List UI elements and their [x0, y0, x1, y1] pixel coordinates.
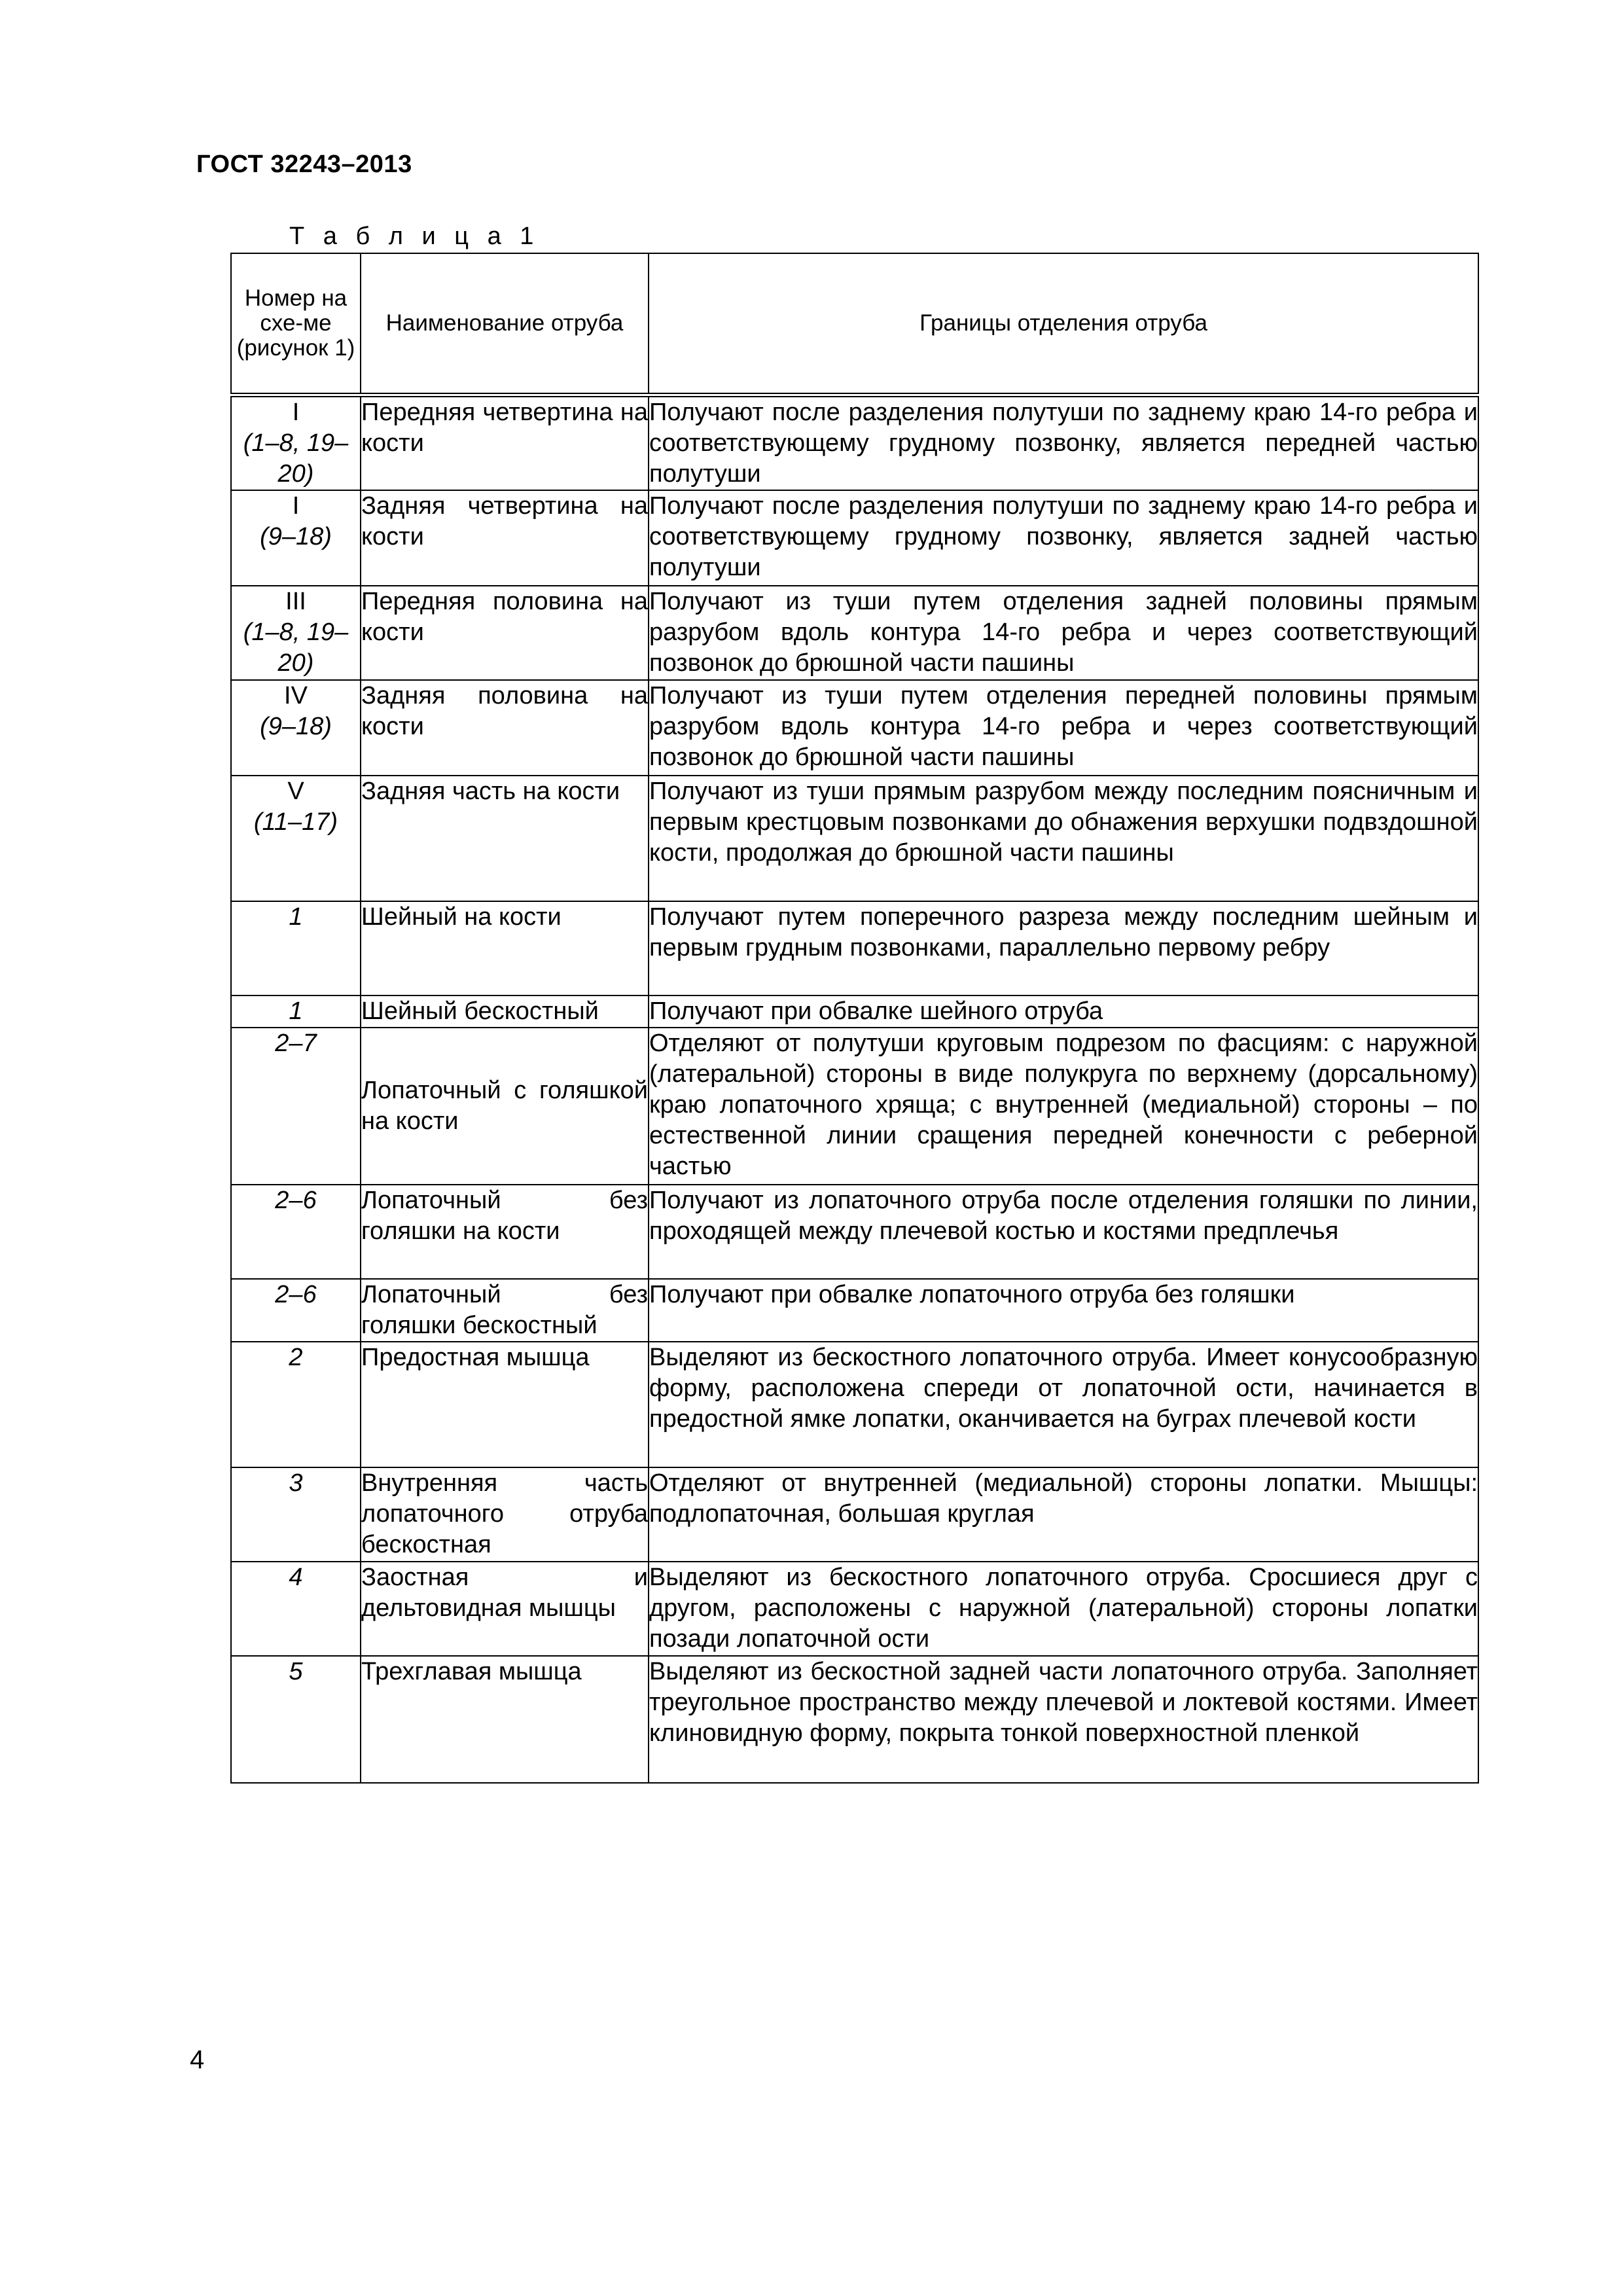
row-number: I (9–18): [231, 490, 361, 586]
row-description: Получают из туши путем отделения передней половины прямым разрубом вдоль контура 14-го ребра и через соответствующий позвонок до брюшной части пашины: [649, 680, 1478, 776]
row-cut-name: Задняя половина на кости: [361, 680, 649, 776]
row-description: Получают из туши прямым разрубом между последним поясничным и первым крестцовым позвонками до обнажения верхушки подвздошной кости, продолжая до брюшной части пашины: [649, 776, 1478, 901]
table-row: [231, 1656, 1478, 1783]
row-number: 2–6: [231, 1279, 361, 1342]
table-row: [231, 1185, 1478, 1279]
table-row: [231, 1028, 1478, 1185]
row-description: Получают после разделения полутуши по заднему краю 14-го ребра и соответствующему грудному позвонку, является задней частью полутуши: [649, 490, 1478, 586]
row-number: 3: [231, 1467, 361, 1562]
row-description: Получают после разделения полутуши по заднему краю 14-го ребра и соответствующему грудному позвонку, является передней частью полутуши: [649, 395, 1478, 491]
row-cut-name: Трехглавая мышца: [361, 1656, 649, 1783]
row-number: 1: [231, 996, 361, 1028]
table-row: [231, 776, 1478, 901]
row-number: 1: [231, 901, 361, 996]
row-cut-name: Лопаточный с голяшкой на кости: [361, 1028, 649, 1185]
row-number: I (1–8, 19–20): [231, 395, 361, 491]
page-number: 4: [190, 2045, 205, 2074]
row-description: Отделяют от внутренней (медиальной) стороны лопатки. Мышцы: подлопаточная, большая круглая: [649, 1467, 1478, 1562]
row-cut-name: Лопаточный без голяшки на кости: [361, 1185, 649, 1279]
table-row: [231, 490, 1478, 586]
row-description: Отделяют от полутуши круговым подрезом по фасциям: с наружной (латеральной) стороны в виде полукруга по верхнему (дорсальному) краю лопаточного хряща; с внутренней (медиальной) стороны – по естественной линии сращения передней конечности с реберной частью: [649, 1028, 1478, 1185]
cuts-table: [230, 253, 1479, 1784]
column-header-number: Номер на схе-ме (рисунок 1): [231, 253, 361, 395]
row-cut-name: Задняя четвертина на кости: [361, 490, 649, 586]
row-description: Получают путем поперечного разреза между последним шейным и первым грудным позвонками, параллельно первому ребру: [649, 901, 1478, 996]
table-row: [231, 680, 1478, 776]
row-number: 2–6: [231, 1185, 361, 1279]
row-cut-name: Передняя четвертина на кости: [361, 395, 649, 491]
column-header-boundaries: Границы отделения отруба: [649, 253, 1478, 395]
row-cut-name: Шейный бескостный: [361, 996, 649, 1028]
row-description: Получают при обвалке шейного отруба: [649, 996, 1478, 1028]
table-row: [231, 1342, 1478, 1467]
table-row: [231, 1467, 1478, 1562]
row-cut-name: Задняя часть на кости: [361, 776, 649, 901]
row-number: 2: [231, 1342, 361, 1467]
row-number: 2–7: [231, 1028, 361, 1185]
row-description: Выделяют из бескостного лопаточного отруба. Сросшиеся друг с другом, расположены с наружной (латеральной) стороны лопатки позади лопаточной ости: [649, 1562, 1478, 1656]
document-standard-header: ГОСТ 32243–2013: [196, 151, 412, 178]
table-header-row: [231, 253, 1478, 395]
row-number: 4: [231, 1562, 361, 1656]
row-cut-name: Заостная и дельтовидная мышцы: [361, 1562, 649, 1656]
column-header-name: Наименование отруба: [361, 253, 649, 395]
row-number: IV (9–18): [231, 680, 361, 776]
row-number: V (11–17): [231, 776, 361, 901]
table-row: [231, 1562, 1478, 1656]
table-row: [231, 395, 1478, 491]
row-cut-name: Лопаточный без голяшки бескостный: [361, 1279, 649, 1342]
table-row: [231, 1279, 1478, 1342]
table-row: [231, 996, 1478, 1028]
row-description: Получают из лопаточного отруба после отделения голяшки по линии, проходящей между плечевой костью и костями предплечья: [649, 1185, 1478, 1279]
row-number: III (1–8, 19–20): [231, 586, 361, 680]
row-description: Выделяют из бескостной задней части лопаточного отруба. Заполняет треугольное пространство между плечевой и локтевой костями. Имеет клиновидную форму, покрыта тонкой поверхностной пленкой: [649, 1656, 1478, 1783]
row-description: Получают из туши путем отделения задней половины прямым разрубом вдоль контура 14-го ребра и через соответствующий позвонок до брюшной части пашины: [649, 586, 1478, 680]
row-cut-name: Шейный на кости: [361, 901, 649, 996]
row-cut-name: Внутренняя часть лопаточного отруба бескостная: [361, 1467, 649, 1562]
row-description: Получают при обвалке лопаточного отруба без голяшки: [649, 1279, 1478, 1342]
row-cut-name: Передняя половина на кости: [361, 586, 649, 680]
row-description: Выделяют из бескостного лопаточного отруба. Имеет конусообразную форму, расположена спереди от лопаточной ости, начинается в предостной ямке лопатки, оканчивается на буграх плечевой кости: [649, 1342, 1478, 1467]
row-cut-name: Предостная мышца: [361, 1342, 649, 1467]
table-row: [231, 586, 1478, 680]
row-number: 5: [231, 1656, 361, 1783]
table-caption: Т а б л и ц а 1: [289, 223, 540, 250]
table-row: [231, 901, 1478, 996]
